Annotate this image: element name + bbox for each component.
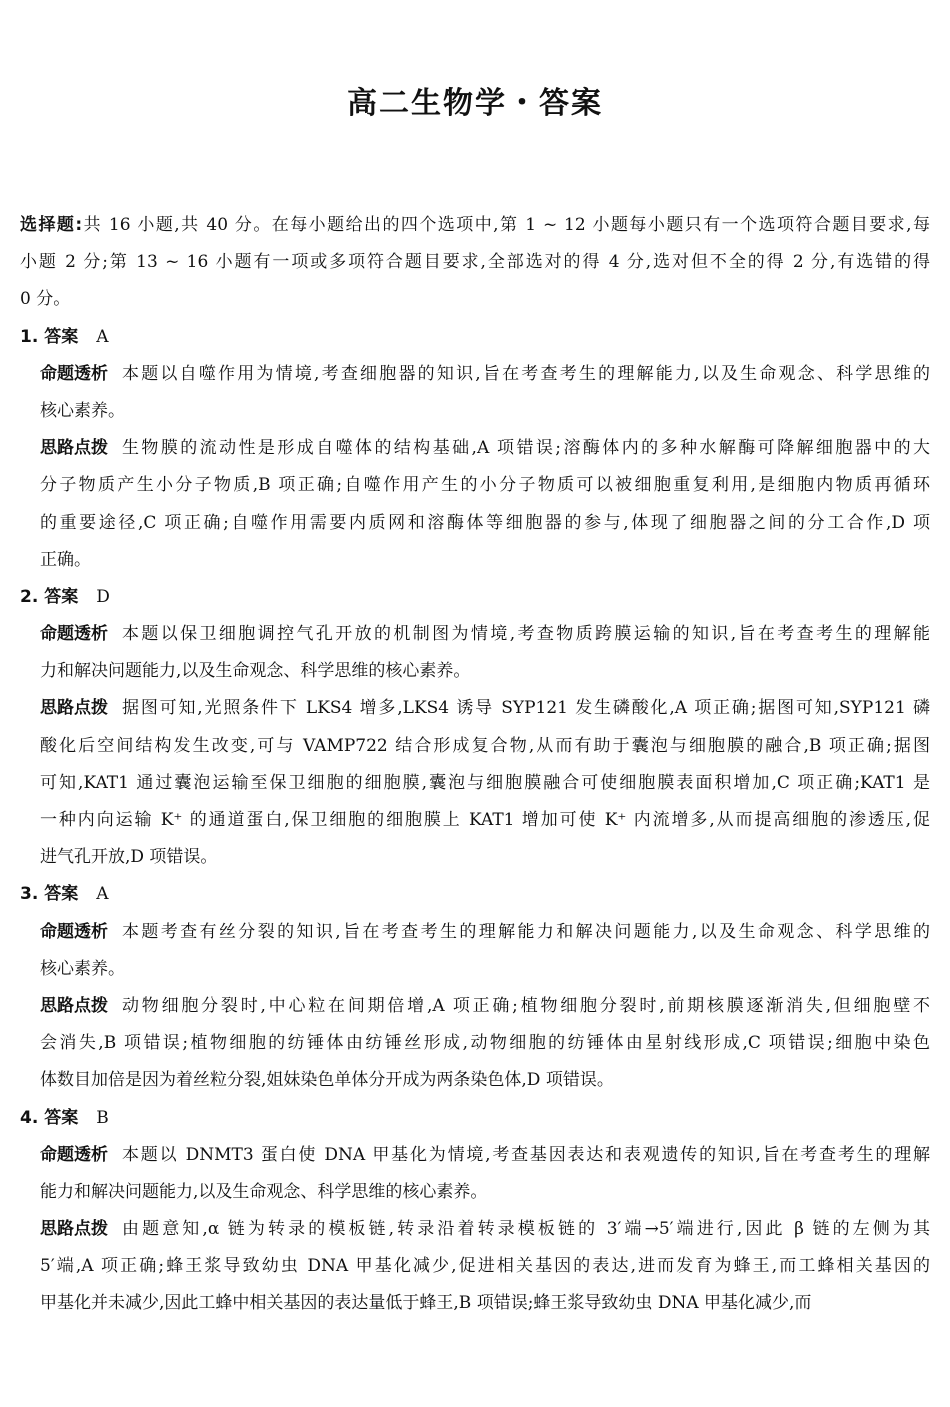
answer-line [20, 1100, 930, 1137]
hint-text: 进气孔开放,D 项错误。 [40, 847, 218, 868]
hint-line [20, 1062, 930, 1099]
hint-line [20, 690, 930, 727]
hint-line [20, 839, 930, 876]
analysis-line [20, 653, 930, 690]
answer-value: B [96, 1107, 109, 1128]
hint-line [20, 765, 930, 802]
hint-text: 会消失,B 项错误;植物细胞的纺锤体由纺锤丝形成,动物细胞的纺锤体由星射线形成,C 项错误;细胞中染色 [40, 1033, 930, 1054]
hint-text: 体数目加倍是因为着丝粒分裂,姐妹染色单体分开成为两条染色体,D 项错误。 [40, 1070, 614, 1091]
hint-text: 5′端,A 项正确;蜂王浆导致幼虫 DNA 甲基化减少,促进相关基因的表达,进而发育为蜂王,而工蜂相关基因的 [40, 1256, 930, 1277]
hint-line [20, 430, 930, 467]
hint-label: 思路点拨 [40, 438, 108, 459]
answer-line [20, 319, 930, 356]
hint-text: 生物膜的流动性是形成自噬体的结构基础,A 项错误;溶酶体内的多种水解酶可降解细胞器中的大 [122, 438, 930, 459]
analysis-line [20, 393, 930, 430]
analysis-line [20, 1137, 930, 1174]
answer-content [20, 207, 930, 1323]
analysis-text: 本题考查有丝分裂的知识,旨在考查考生的理解能力和解决问题能力,以及生命观念、科学思维的 [122, 921, 930, 942]
hint-text: 分子物质产生小分子物质,B 项正确;自噬作用产生的小分子物质可以被细胞重复利用,是细胞内物质再循环 [40, 475, 930, 496]
hint-label: 思路点拨 [40, 698, 108, 719]
hint-text: 正确。 [40, 549, 91, 570]
hint-line [20, 728, 930, 765]
answer-label: 1. 答案 [20, 326, 79, 347]
hint-text: 可知,KAT1 通过囊泡运输至保卫细胞的细胞膜,囊泡与细胞膜融合可使细胞膜表面积增加,C 项正确;KAT1 是 [40, 772, 930, 793]
hint-text: 动物细胞分裂时,中心粒在间期倍增,A 项正确;植物细胞分裂时,前期核膜逐渐消失,但细胞壁不 [122, 995, 930, 1016]
answer-label: 2. 答案 [20, 586, 79, 607]
hint-label: 思路点拨 [40, 1219, 108, 1240]
analysis-text: 力和解决问题能力,以及生命观念、科学思维的核心素养。 [40, 661, 471, 682]
hint-line [20, 1285, 930, 1322]
intro-text: 0 分。 [20, 289, 71, 310]
intro-line [20, 281, 930, 318]
hint-text: 据图可知,光照条件下 LKS4 增多,LKS4 诱导 SYP121 发生磷酸化,A 项正确;据图可知,SYP121 磷 [122, 698, 930, 719]
analysis-label: 命题透析 [40, 624, 108, 645]
analysis-line [20, 951, 930, 988]
hint-line [20, 802, 930, 839]
hint-text: 由题意知,α 链为转录的模板链,转录沿着转录模板链的 3′端→5′端进行,因此 β 链的左侧为其 [122, 1219, 930, 1240]
analysis-text: 本题以 DNMT3 蛋白使 DNA 甲基化为情境,考查基因表达和表观遗传的知识,旨在考查考生的理解 [122, 1144, 930, 1165]
analysis-label: 命题透析 [40, 1144, 108, 1165]
analysis-label: 命题透析 [40, 363, 108, 384]
hint-label: 思路点拨 [40, 995, 108, 1016]
hint-text: 一种内向运输 K⁺ 的通道蛋白,保卫细胞的细胞膜上 KAT1 增加可使 K⁺ 内流增多,从而提高细胞的渗透压,促 [40, 810, 930, 830]
hint-line [20, 467, 930, 504]
hint-text: 的重要途径,C 项正确;自噬作用需要内质网和溶酶体等细胞器的参与,体现了细胞器之间的分工合作,D 项 [40, 512, 930, 533]
answer-value: A [96, 326, 109, 347]
analysis-line [20, 616, 930, 653]
hint-line [20, 505, 930, 542]
analysis-line [20, 1174, 930, 1211]
answer-line [20, 579, 930, 616]
answer-label: 3. 答案 [20, 884, 79, 905]
hint-line [20, 1248, 930, 1285]
hint-line [20, 542, 930, 579]
hint-line [20, 1211, 930, 1248]
page-title: 高二生物学・答案 [347, 86, 603, 121]
intro-text: 小题 2 分;第 13 ~ 16 小题有一项或多项符合题目要求,全部选对的得 4 分,选对但不全的得 2 分,有选错的得 [20, 252, 930, 273]
intro-text: 选择题:共 16 小题,共 40 分。在每小题给出的四个选项中,第 1 ~ 12 小题每小题只有一个选项符合题目要求,每 [20, 215, 930, 235]
hint-text: 甲基化并未减少,因此工蜂中相关基因的表达量低于蜂王,B 项错误;蜂王浆导致幼虫 DNA 甲基化减少,而 [40, 1293, 812, 1314]
analysis-text: 能力和解决问题能力,以及生命观念、科学思维的核心素养。 [40, 1181, 488, 1202]
answer-line [20, 876, 930, 913]
analysis-text: 核心素养。 [40, 400, 125, 421]
intro-line [20, 244, 930, 281]
analysis-text: 核心素养。 [40, 958, 125, 979]
hint-line [20, 1025, 930, 1062]
answer-label: 4. 答案 [20, 1107, 79, 1128]
analysis-line [20, 356, 930, 393]
intro-heading: 选择题: [20, 215, 83, 235]
analysis-text: 本题以保卫细胞调控气孔开放的机制图为情境,考查物质跨膜运输的知识,旨在考查考生的理解能 [122, 624, 930, 645]
answer-value: D [96, 586, 110, 607]
hint-line [20, 988, 930, 1025]
analysis-label: 命题透析 [40, 921, 108, 942]
intro-line [20, 207, 930, 244]
hint-text: 酸化后空间结构发生改变,可与 VAMP722 结合形成复合物,从而有助于囊泡与细胞膜的融合,B 项正确;据图 [40, 735, 930, 756]
analysis-line [20, 914, 930, 951]
analysis-text: 本题以自噬作用为情境,考查细胞器的知识,旨在考查考生的理解能力,以及生命观念、科学思维的 [122, 363, 930, 384]
answer-value: A [96, 884, 109, 905]
